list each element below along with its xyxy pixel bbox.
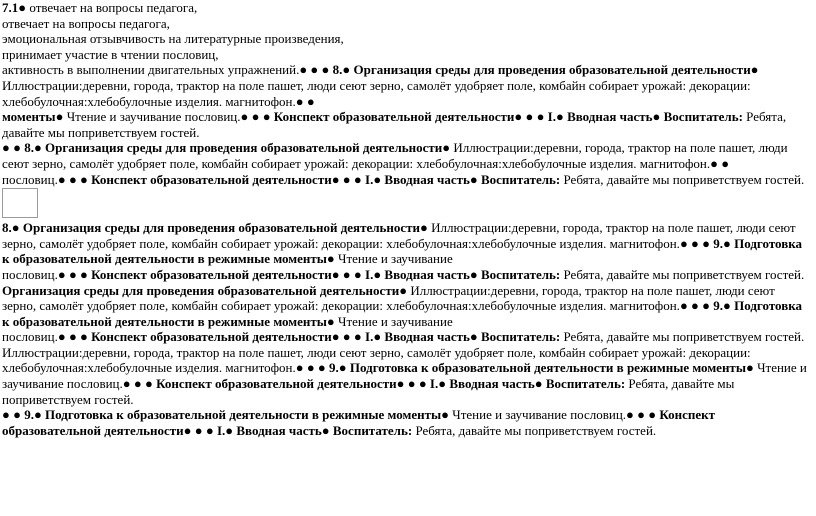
bold-run: ● ● ● Конспект образовательной деятельности● ● ● I.● Вводная часть● Воспитатель: — [57, 266, 564, 282]
bold-run: ● ● 8.● Организация среды для проведения образовательной деятельности● — [2, 140, 454, 156]
text-run: Ребята, давайте мы поприветствуем гостей. — [2, 109, 787, 140]
bold-run: моменты● — [2, 109, 67, 125]
text-run: пословиц. — [2, 266, 58, 282]
doc-paragraph — [2, 283, 812, 330]
text-run: Ребята, давайте мы поприветствуем гостей. — [2, 376, 735, 407]
text-run: Ребята, давайте мы поприветствуем гостей. — [415, 422, 657, 438]
doc-paragraph — [2, 140, 812, 171]
doc-paragraph — [2, 220, 812, 267]
doc-paragraph — [2, 267, 812, 283]
document-body — [2, 62, 812, 438]
bold-run: ● ● ● 9.● Подготовка к образовательной деятельности в режимные моменты● — [2, 298, 803, 329]
text-run: Иллюстрации:деревни, города, трактор на поле пашет, люди сеют зерно, самолёт удобряет поле, комбайн собирает урожай: декорации: хлебобулочная:хлебобулочные изделия. магнитофон. — [2, 282, 775, 314]
bold-run: ● ● ● Конспект образовательной деятельности● ● ● I.● Вводная часть● Воспитатель: — [240, 109, 747, 125]
doc-paragraph — [2, 407, 812, 438]
text-run: Ребята, давайте мы поприветствуем гостей. — [563, 266, 805, 282]
response-lines — [2, 0, 812, 62]
text-run: Иллюстрации:деревни, города, трактор на поле пашет, люди сеют зерно, самолёт удобряет поле, комбайн собирает урожай: декорации: хлебобулочная:хлебобулочные изделия. магнитофон. — [2, 77, 751, 109]
text-run: пословиц. — [2, 329, 58, 345]
text-run: активность в выполнении двигательных упражнений. — [2, 62, 300, 78]
bold-run: 7.1● — [2, 0, 30, 15]
text-run: Чтение и заучивание пословиц. — [452, 407, 627, 423]
bold-run: ● ● ● Конспект образовательной деятельности● ● ● I.● Вводная часть● Воспитатель: — [2, 407, 716, 438]
doc-line: принимает участие в чтении пословиц, — [2, 46, 219, 62]
empty-image-placeholder — [2, 188, 38, 218]
text-run: Чтение и заучивание пословиц. — [66, 109, 241, 125]
bold-run: 8.● Организация среды для проведения образовательной деятельности● — [2, 220, 432, 236]
bold-run: ● ● ● 9.● Подготовка к образовательной деятельности в режимные моменты● — [2, 235, 803, 267]
bold-run: ● ● — [710, 155, 730, 171]
doc-paragraph — [2, 172, 812, 188]
text-run: Иллюстрации:деревни, города, трактор на поле пашет, люди сеют зерно, самолёт удобряет поле, комбайн собирает урожай: декорации: хлебобулочная:хлебобулочные изделия. магнитофон. — [2, 344, 751, 376]
doc-line: эмоциональная отзывчивость на литературные произведения, — [2, 31, 344, 47]
doc-paragraph — [2, 329, 812, 345]
text-run: Иллюстрации:деревни, города, трактор на поле пашет, люди сеют зерно, самолёт удобряет поле, комбайн собирает урожай: декорации: хлебобулочная:хлебобулочные изделия. магнитофон. — [2, 140, 788, 171]
text-run: отвечает на вопросы педагога, — [29, 0, 198, 15]
doc-paragraph — [2, 109, 812, 140]
text-run: Ребята, давайте мы поприветствуем гостей. — [563, 171, 805, 187]
bold-run: Организация среды для проведения образовательной деятельности● — [2, 282, 411, 298]
doc-paragraph — [2, 345, 812, 407]
text-run: Иллюстрации:деревни, города, трактор на поле пашет, люди сеют зерно, самолёт удобряет поле, комбайн собирает урожай: декорации: хлебобулочная:хлебобулочные изделия. магнитофон. — [2, 220, 796, 251]
bold-run: ● ● ● 8.● Организация среды для проведения образовательной деятельности● — [299, 62, 759, 78]
doc-line — [2, 0, 812, 16]
doc-line: отвечает на вопросы педагога, — [2, 15, 170, 31]
bold-run: ● ● ● Конспект образовательной деятельности● ● ● I.● Вводная часть● Воспитатель: — [122, 376, 629, 392]
bold-run: ● ● ● 9.● Подготовка к образовательной деятельности в режимные моменты● — [295, 360, 758, 376]
text-run: пословиц. — [2, 171, 58, 187]
text-run: Чтение и заучивание пословиц. — [2, 360, 807, 392]
bold-run: ● ● ● Конспект образовательной деятельности● ● ● I.● Вводная часть● Воспитатель: — [57, 171, 564, 187]
text-run: Чтение и заучивание — [338, 251, 453, 267]
text-run: Чтение и заучивание — [338, 313, 453, 329]
bold-run: ● ● — [295, 93, 315, 109]
bold-run: ● ● 9.● Подготовка к образовательной деятельности в режимные моменты● — [2, 407, 453, 423]
bold-run: ● ● ● Конспект образовательной деятельности● ● ● I.● Вводная часть● Воспитатель: — [57, 329, 564, 345]
doc-paragraph — [2, 62, 812, 109]
text-run: Ребята, давайте мы поприветствуем гостей. — [563, 329, 805, 345]
